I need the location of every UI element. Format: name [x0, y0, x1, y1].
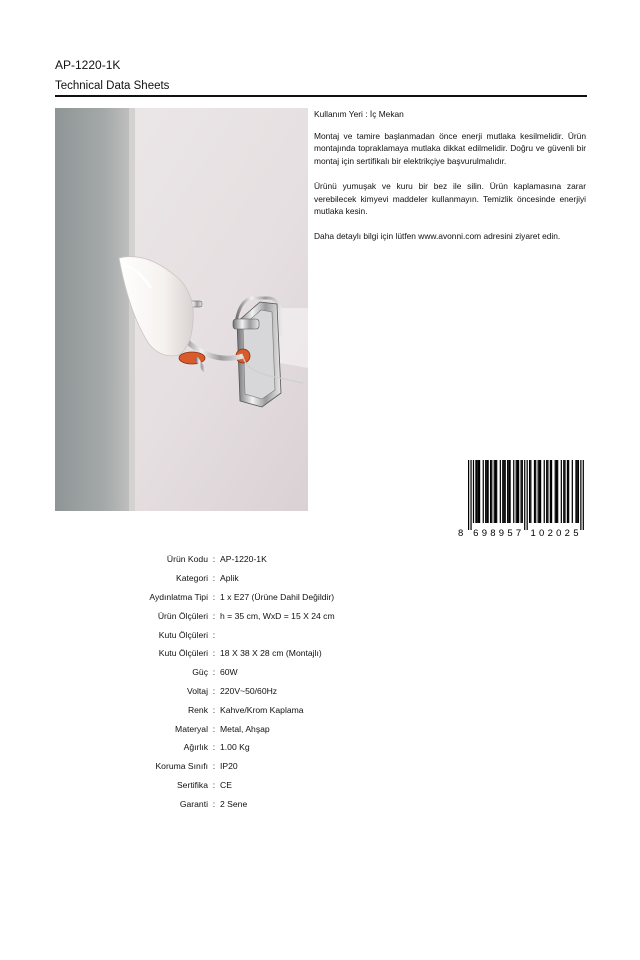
spec-value: CE — [220, 779, 232, 790]
spec-row — [90, 550, 390, 569]
barcode-digit: 0 — [556, 528, 562, 539]
document-subtitle: Technical Data Sheets — [55, 80, 170, 92]
barcode-bar — [539, 460, 540, 523]
barcode-digit: 5 — [507, 528, 513, 539]
spec-value: Metal, Ahşap — [220, 723, 270, 734]
barcode-bar — [495, 460, 496, 523]
spec-separator: : — [212, 648, 216, 659]
usage-info-panel — [314, 108, 586, 256]
barcode-bar — [538, 460, 539, 523]
spec-separator: : — [212, 629, 216, 640]
spec-separator: : — [212, 591, 216, 602]
barcode-bar — [540, 460, 541, 523]
barcode-bars — [468, 460, 584, 530]
barcode-bar — [563, 460, 564, 523]
barcode-bar — [516, 460, 517, 523]
barcode-bar — [544, 460, 545, 523]
barcode-bar — [522, 460, 523, 523]
spec-separator: : — [212, 573, 216, 584]
spec-row — [90, 588, 390, 607]
spec-value: 2 Sene — [220, 798, 248, 809]
spec-row — [90, 757, 390, 776]
barcode-digit: 5 — [573, 528, 579, 539]
spec-value: 60W — [220, 667, 238, 678]
barcode-bar — [517, 460, 518, 523]
barcode-bar — [468, 460, 469, 530]
spec-separator: : — [212, 723, 216, 734]
barcode-bar — [568, 460, 569, 523]
barcode-digits — [458, 528, 578, 539]
spec-value: Aplik — [220, 573, 239, 584]
spec-separator: : — [212, 779, 216, 790]
spec-value: 1 x E27 (Ürüne Dahil Değildir) — [220, 591, 335, 602]
barcode-bar — [564, 460, 565, 523]
barcode-bar — [494, 460, 495, 523]
barcode-bar — [477, 460, 478, 523]
barcode-bar — [470, 460, 471, 530]
spec-separator: : — [212, 798, 216, 809]
spec-row — [90, 719, 390, 738]
barcode-bar — [530, 460, 531, 523]
spec-label: Renk — [187, 704, 208, 715]
barcode-bar — [561, 460, 562, 523]
barcode-bar — [513, 460, 514, 523]
barcode-digit: 7 — [515, 528, 522, 539]
spec-label: Kutu Ölçüleri — [158, 629, 208, 640]
barcode-digit: 2 — [564, 528, 570, 539]
spec-label: Materyal — [175, 723, 208, 734]
spec-value: h = 35 cm, WxD = 15 X 24 cm — [220, 610, 335, 621]
barcode-bar — [509, 460, 510, 523]
cleaning-instructions: Ürünü yumuşak ve kuru bir bez ile silin. Ürün kaplamasına zarar verebilecek kimyevi maddeler kullanmayın. Temizlik öncesinde enerjiyi mutlaka kesin. — [314, 180, 586, 217]
spec-separator: : — [212, 610, 216, 621]
usage-location: Kullanım Yeri : İç Mekan — [314, 109, 404, 119]
spec-value: 18 X 38 X 28 cm (Montajlı) — [220, 648, 322, 659]
barcode-bar — [491, 460, 492, 523]
barcode-bar — [479, 460, 480, 523]
spec-table — [90, 550, 390, 813]
barcode-bar — [551, 460, 552, 523]
barcode — [456, 460, 584, 540]
barcode-bar — [550, 460, 551, 523]
barcode-bar — [575, 460, 576, 523]
website-info: Daha detaylı bilgi için lütfen www.avonni.com adresini ziyaret edin. — [314, 231, 561, 242]
spec-row — [90, 682, 390, 701]
barcode-bar — [475, 460, 476, 523]
barcode-bar — [520, 460, 521, 523]
barcode-bar — [535, 460, 536, 523]
barcode-bar — [555, 460, 556, 523]
header-divider — [55, 95, 587, 97]
product-photo — [55, 108, 308, 511]
barcode-digit: 6 — [473, 528, 479, 539]
barcode-bar — [502, 460, 503, 523]
barcode-bar — [557, 460, 558, 523]
spec-row — [90, 794, 390, 813]
barcode-bar — [496, 460, 497, 523]
spec-value: 220V~50/60Hz — [220, 685, 278, 696]
barcode-bar — [524, 460, 525, 530]
spec-value: IP20 — [220, 761, 238, 772]
spec-label: Sertifika — [176, 779, 208, 790]
product-code-heading: AP-1220-1K — [55, 58, 121, 72]
barcode-bar — [567, 460, 568, 523]
barcode-bar — [527, 460, 528, 530]
barcode-bar — [546, 460, 547, 523]
spec-label: Güç — [192, 667, 208, 678]
barcode-digit: 8 — [458, 528, 464, 539]
barcode-bar — [580, 460, 581, 530]
barcode-digit: 1 — [530, 528, 536, 539]
spec-label: Garanti — [179, 798, 208, 809]
barcode-bar — [578, 460, 579, 523]
barcode-bar — [478, 460, 479, 523]
spec-row — [90, 625, 390, 644]
barcode-digit: 9 — [498, 528, 505, 539]
spec-separator: : — [212, 667, 216, 678]
spec-label: Aydınlatma Tipi — [149, 591, 208, 602]
barcode-bar — [490, 460, 491, 523]
installation-warning: Montaj ve tamire başlanmadan önce enerji mutlaka kesilmelidir. Ürün montajında topraklamaya mutlaka dikkat edilmelidir. Doğru ve güvenli bir montaj için sertifikalı bir elektrikçiye başvurulmalıdır. — [314, 130, 586, 166]
barcode-bar — [500, 460, 501, 523]
barcode-bar — [508, 460, 509, 523]
spec-value: AP-1220-1K — [220, 554, 267, 565]
barcode-bar — [556, 460, 557, 523]
spec-row — [90, 738, 390, 757]
barcode-digit: 8 — [490, 528, 496, 539]
barcode-bar — [547, 460, 548, 523]
barcode-bar — [483, 460, 484, 523]
spec-row — [90, 663, 390, 682]
spec-row — [90, 606, 390, 625]
barcode-bar — [485, 460, 486, 523]
barcode-digit: 0 — [539, 528, 545, 539]
barcode-digit: 2 — [547, 528, 553, 539]
spec-row — [90, 644, 390, 663]
barcode-bar — [529, 460, 530, 523]
spec-separator: : — [212, 554, 216, 565]
barcode-bar — [503, 460, 504, 523]
spec-row — [90, 776, 390, 795]
spec-label: Ağırlık — [183, 742, 208, 753]
barcode-bar — [518, 460, 519, 523]
barcode-bar — [473, 460, 474, 523]
spec-label: Kutu Ölçüleri — [158, 648, 208, 659]
spec-separator: : — [212, 761, 216, 772]
spec-value: 1.00 Kg — [220, 742, 250, 753]
spec-label: Koruma Sınıfı — [155, 761, 208, 772]
spec-value: Kahve/Krom Kaplama — [220, 704, 304, 715]
spec-separator: : — [212, 685, 216, 696]
spec-separator: : — [212, 742, 216, 753]
barcode-bar — [534, 460, 535, 523]
spec-row — [90, 569, 390, 588]
spec-label: Ürün Ölçüleri — [157, 610, 208, 621]
barcode-bar — [572, 460, 573, 523]
spec-label: Kategori — [175, 573, 208, 584]
barcode-bar — [505, 460, 506, 523]
spec-label: Ürün Kodu — [166, 554, 208, 565]
barcode-bar — [583, 460, 584, 530]
barcode-digit: 9 — [481, 528, 487, 539]
barcode-bar — [577, 460, 578, 523]
barcode-bar — [507, 460, 508, 523]
barcode-bar — [486, 460, 487, 523]
barcode-bar — [488, 460, 489, 523]
spec-separator: : — [212, 704, 216, 715]
spec-row — [90, 700, 390, 719]
spec-label: Voltaj — [186, 685, 208, 696]
